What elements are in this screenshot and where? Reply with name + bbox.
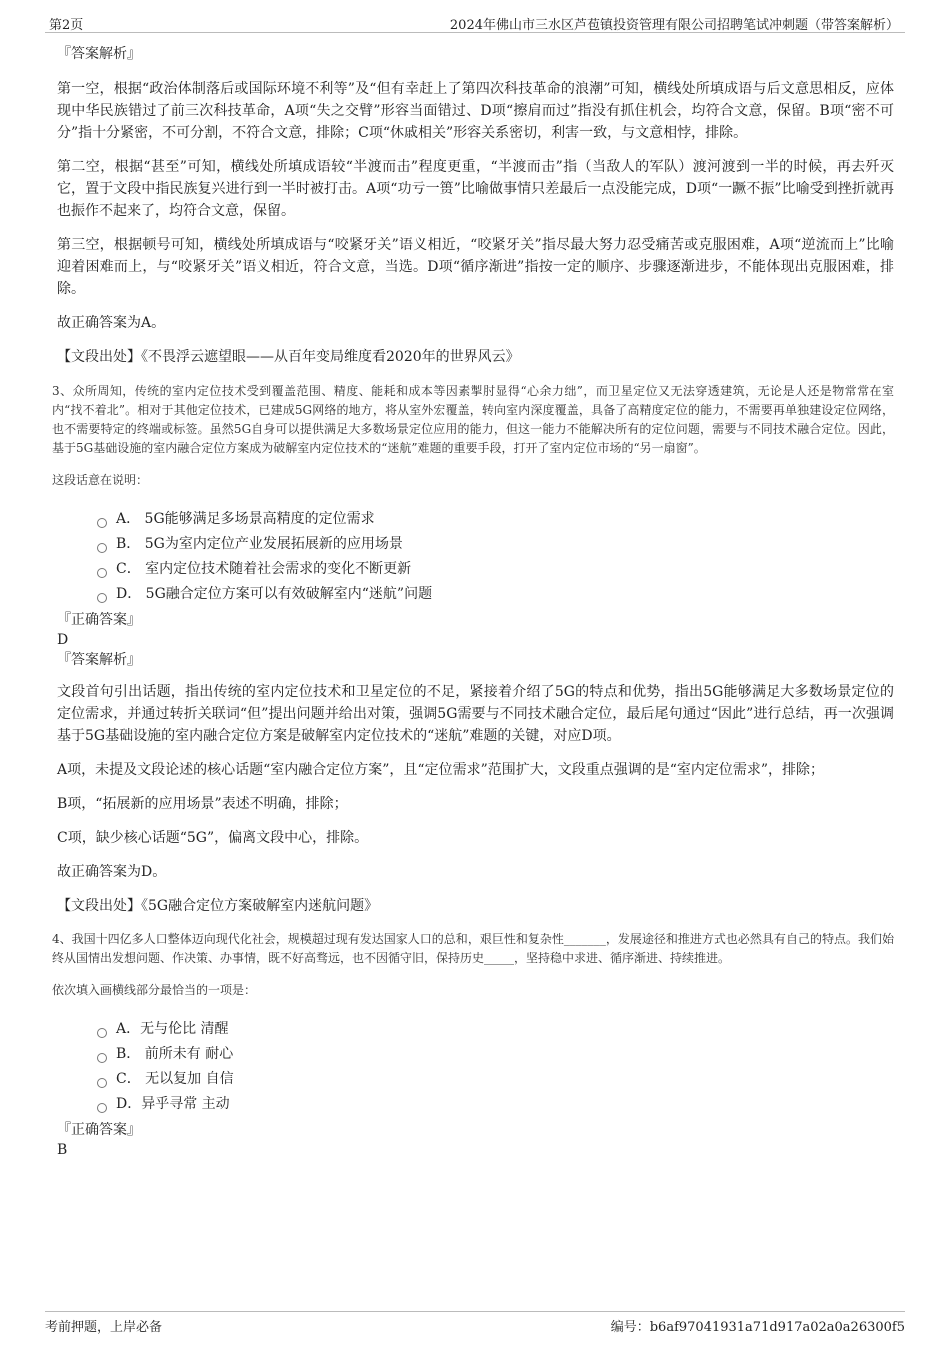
option-c[interactable] — [97, 1067, 894, 1092]
analysis-paragraph: A项，未提及文段论述的核心话题“室内融合定位方案”，且“定位需求”范围扩大，文段重点强调的是“室内定位需求”，排除； — [57, 762, 825, 778]
source-label: 【文段出处】 — [57, 898, 141, 914]
document-code — [611, 1316, 905, 1335]
radio-icon[interactable] — [97, 568, 107, 578]
answer-analysis-label: 『答案解析』 — [57, 652, 141, 668]
option-label: B． 5G为室内定位产业发展拓展新的应用场景 — [116, 536, 403, 552]
option-a[interactable] — [97, 507, 894, 532]
radio-icon[interactable] — [97, 1028, 107, 1038]
correct-answer-label: 『正确答案』 — [57, 612, 141, 628]
analysis-paragraph: B项，“拓展新的应用场景”表述不明确，排除； — [57, 796, 348, 812]
option-label: C． 无以复加 自信 — [116, 1071, 234, 1087]
radio-icon[interactable] — [97, 593, 107, 603]
options-list — [97, 507, 894, 607]
radio-icon[interactable] — [97, 1078, 107, 1088]
correct-answer-label: 『正确答案』 — [57, 1122, 141, 1138]
code-label: 编号： — [610, 1320, 650, 1335]
source-line — [57, 895, 894, 917]
radio-icon[interactable] — [97, 518, 107, 528]
source-line — [57, 346, 894, 368]
code-value: b6af97041931a71d917a02a0a26300f5 — [649, 1320, 905, 1335]
question-prompt: 这段话意在说明： — [52, 473, 149, 487]
option-b[interactable] — [97, 532, 894, 557]
option-label: A．无与伦比 清醒 — [116, 1021, 229, 1037]
correct-answer: D — [57, 632, 69, 648]
question-stem: 4、我国十四亿多人口整体迈向现代化社会，规模超过现有发达国家人口的总和，艰巨性和复杂性_______，发展途径和推进方式也必然具有自己的特点。我们始终从国情出发想问题、作决策、办事情，既不好高骛远，也不因循守旧，保持历史_____，坚持稳中求进、循序渐进、持续推进。 — [52, 932, 894, 965]
option-d[interactable] — [97, 582, 894, 607]
answer-analysis-label: 『答案解析』 — [57, 46, 141, 62]
option-label: D． 5G融合定位方案可以有效破解室内“迷航”问题 — [116, 586, 433, 602]
radio-icon[interactable] — [97, 1103, 107, 1113]
option-d[interactable] — [97, 1092, 894, 1117]
option-a[interactable] — [97, 1017, 894, 1042]
source-text: 《不畏浮云遮望眼——从百年变局维度看2020年的世界风云》 — [141, 349, 520, 365]
analysis-paragraph: 第一空，根据“政治体制落后或国际环境不利等”及“但有幸赶上了第四次科技革命的浪潮”可知，横线处所填成语与后文意思相反，应体现中华民族错过了前三次科技革命，A项“失之交臂”形容当面错过、D项“擦肩而过”指没有抓住机会，均符合文意，保留。B项“密不可分”指十分紧密，不可分割，不符合文意，排除；C项“休戚相关”形容关系密切，利害一致，与文意相悖，排除。 — [57, 81, 894, 141]
page-content — [52, 44, 894, 1160]
option-b[interactable] — [97, 1042, 894, 1067]
options-list — [97, 1017, 894, 1117]
conclusion: 故正确答案为A。 — [57, 315, 166, 331]
footer-slogan: 考前押题，上岸必备 — [45, 1320, 163, 1335]
correct-answer: B — [57, 1142, 68, 1158]
conclusion: 故正确答案为D。 — [57, 864, 167, 880]
analysis-paragraph: 第三空，根据顿号可知，横线处所填成语与“咬紧牙关”语义相近，“咬紧牙关”指尽最大努力忍受痛苦或克服困难，A项“逆流而上”比喻迎着困难而上，与“咬紧牙关”语义相近，符合文意，当选。D项“循序渐进”指按一定的顺序、步骤逐渐进步，不能体现出克服困难，排除。 — [57, 237, 894, 297]
page-number: 第2页 — [49, 18, 84, 33]
option-label: B． 前所未有 耐心 — [116, 1046, 234, 1062]
radio-icon[interactable] — [97, 1053, 107, 1063]
option-label: A． 5G能够满足多场景高精度的定位需求 — [116, 511, 375, 527]
analysis-paragraph: 第二空，根据“甚至”可知，横线处所填成语较“半渡而击”程度更重，“半渡而击”指（当敌人的军队）渡河渡到一半的时候，再去歼灭它，置于文段中指民族复兴进行到一半时被打击。A项“功亏一篑”比喻做事情只差最后一点没能完成，D项“一蹶不振”比喻受到挫折就再也振作不起来了，均符合文意，保留。 — [57, 159, 894, 219]
option-label: C． 室内定位技术随着社会需求的变化不断更新 — [116, 561, 412, 577]
analysis-paragraph: C项，缺少核心话题“5G”，偏离文段中心，排除。 — [57, 830, 369, 846]
question-prompt: 依次填入画横线部分最恰当的一项是： — [52, 983, 257, 997]
page-header — [45, 12, 905, 33]
analysis-paragraph: 文段首句引出话题，指出传统的室内定位技术和卫星定位的不足，紧接着介绍了5G的特点和优势，指出5G能够满足大多数场景定位的定位需求，并通过转折关联词“但”提出问题并给出对策，强调5G需要与不同技术融合定位，最后尾句通过“因此”进行总结，再一次强调基于5G基础设施的室内融合定位方案是破解室内定位技术的“迷航”难题的关键，对应D项。 — [57, 684, 894, 744]
question-stem: 3、众所周知，传统的室内定位技术受到覆盖范围、精度、能耗和成本等因素掣肘显得“心余力绌”，而卫星定位又无法穿透建筑，无论是人还是物常常在室内“找不着北”。相对于其他定位技术，已建成5G网络的地方，将从室外宏覆盖，转向室内深度覆盖，具备了高精度定位的能力，不需要再单独建设定位网络，也不需要特定的终端或标签。虽然5G自身可以提供满足大多数场景定位应用的能力，但这一能力不能解决所有的定位问题，需要与不同技术融合定位。因此，基于5G基础设施的室内融合定位方案成为破解室内定位技术的“迷航”难题的重要手段，打开了室内定位市场的“另一扇窗”。 — [52, 384, 894, 455]
source-text: 《5G融合定位方案破解室内迷航问题》 — [141, 898, 379, 914]
option-label: D．异乎寻常 主动 — [116, 1096, 230, 1112]
option-c[interactable] — [97, 557, 894, 582]
page-footer — [45, 1311, 905, 1336]
radio-icon[interactable] — [97, 543, 107, 553]
source-label: 【文段出处】 — [57, 349, 141, 365]
document-title: 2024年佛山市三水区芦苞镇投资管理有限公司招聘笔试冲刺题（带答案解析） — [449, 18, 899, 33]
